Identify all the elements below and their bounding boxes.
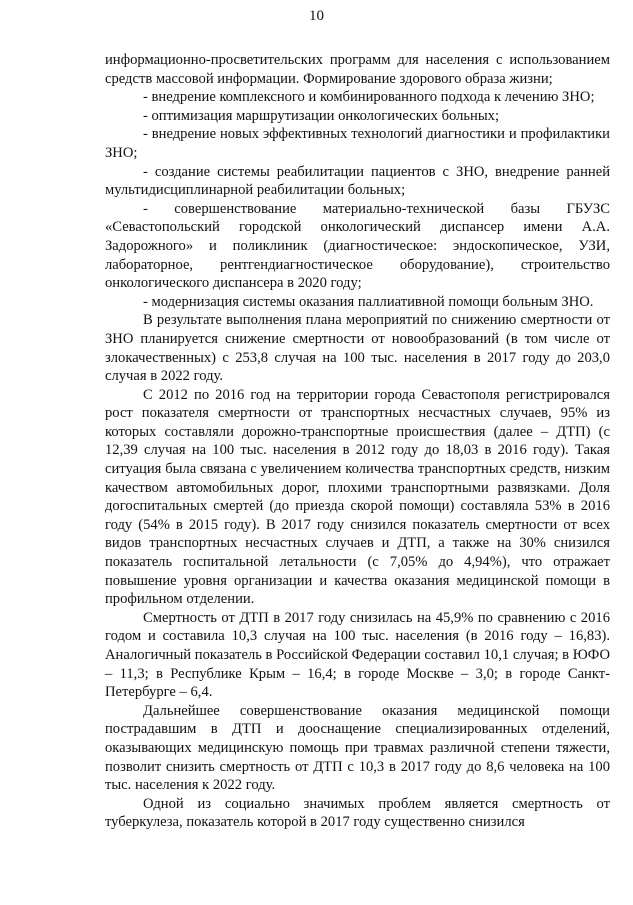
list-item: - модернизация системы оказания паллиативной помощи больным ЗНО.	[143, 293, 594, 310]
list-item: - внедрение новых эффективных технологий диагностики и профилактики ЗНО;	[105, 126, 610, 161]
paragraph: Дальнейшее совершенствование оказания медицинской помощи пострадавшим в ДТП и дооснащение специализированных отделений, оказывающих медицинскую помощь при травмах различной степени тяжести, позволит снизить смертность от ДТП с 10,3 в 2017 году до 8,6 человека на 100 тыс. населения к 2022 году.	[105, 702, 610, 794]
page-number: 10	[309, 8, 324, 24]
list-item: - оптимизация маршрутизации онкологических больных;	[143, 107, 500, 124]
list-item: - создание системы реабилитации пациентов с ЗНО, внедрение ранней мультидисциплинарной реабилитации больных;	[105, 163, 610, 199]
list-item: - совершенствование материально-технической базы ГБУЗС «Севастопольский городской онкологический диспансер имени А.А. Задорожного» и поликлиник (диагностическое: эндоскопическое, УЗИ, лабораторное, рентгендиагностическое оборудование), строительство онкологического диспансера в 2020 году;	[105, 200, 610, 292]
list-item: - внедрение комплексного и комбинированного подхода к лечению ЗНО;	[143, 89, 595, 106]
document-body	[105, 51, 610, 832]
paragraph: Смертность от ДТП в 2017 году снизилась на 45,9% по сравнению с 2016 годом и составила 10,3 случая на 100 тыс. населения (в 2016 году – 16,83). Аналогичный показатель в Российской Федерации составил 10,1 случая; в ЮФО – 11,3; в Республике Крым – 16,4; в городе Москве – 3,0; в городе Санкт-Петербурге – 6,4.	[105, 609, 610, 701]
paragraph: информационно-просветительских программ для населения с использованием средств массовой информации. Формирование здорового образа жизни;	[105, 52, 610, 87]
paragraph: С 2012 по 2016 год на территории города Севастополя регистрировался рост показателя смертности от транспортных несчастных случаев, 95% из которых составляли дорожно-транспортные происшествия (далее – ДТП) (с 12,39 случая на 100 тыс. населения в 2012 году до 18,03 в 2016 году). Такая ситуация была связана с увеличением количества транспортных средств, низким качеством автомобильных дорог, плохими транспортными развязками. Доля догоспитальных смертей (до приезда скорой помощи) составляла 53% в 2016 году (54% в 2015 году). В 2017 году снизился показатель смертности от всех видов транспортных несчастных случаев и ДТП, а также на 30% снизился показатель госпитальной летальности (с 7,05% до 4,94%), что отражает повышение уровня организации и качества оказания медицинской помощи в профильном отделении.	[105, 386, 610, 608]
paragraph: В результате выполнения плана мероприятий по снижению смертности от ЗНО планируется снижение смертности от новообразований (в том числе от злокачественных) с 253,8 случая на 100 тыс. населения в 2017 году до 203,0 случая в 2022 году.	[105, 312, 610, 385]
paragraph: Одной из социально значимых проблем является смертность от туберкулеза, показатель которой в 2017 году существенно снизился	[105, 795, 610, 831]
